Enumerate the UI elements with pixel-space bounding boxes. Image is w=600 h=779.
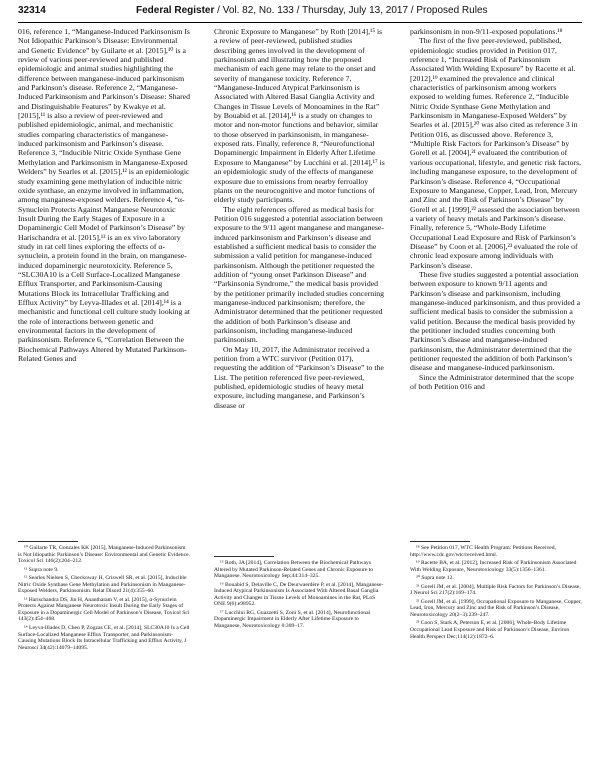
footnote: ²¹ Gorell JM, et al. [2004], Multiple Risk Factors for Parkinson’s Disease, J Neurol Sci 217(2):169–174. <box>410 583 581 597</box>
footnote: ¹⁹ Racette BA, et al. [2012], Increased Risk of Parkinsonism Associated With Welding Exposure, Neurotoxicology 33(5):1356–1361. <box>410 560 577 573</box>
issue-info: / Vol. 82, No. 133 / Thursday, July 13, 2017 / Proposed Rules <box>214 5 488 16</box>
footnote: ¹⁵ Roth, JA [2014], Correlation Between the Biochemical Pathways Altered by Mutated Parkinson-Related Genes and Chronic Exposure to Manganese. Neurotoxicology Sep;44:314–325. <box>214 560 374 580</box>
column-3 <box>410 27 582 642</box>
footnote-rule <box>410 541 470 542</box>
paragraph: The eight references offered as medical basis for Petition 016 suggested a potential association between exposure to the 9/11 agent manganese and manganese-induced parkinsonism and Parkinson’s disease and established a sufficient medical basis to consider the submission a valid petition for manganese-induced parkinsonism. Although the petitioner requested the addition of “young onset Parkinson Disease” and “Parkinsonia Syndrome,” the medical basis provided by the petitioner primarily included studies concerning manganese-induced parkinsonism; therefore, the Administrator determined that the petitioner requested the addition of both Parkinson’s disease and parkinsonism, including manganese-induced parkinsonism. <box>214 204 385 345</box>
footnote: ¹¹ Supra note 9. <box>24 566 59 573</box>
header-rule <box>18 22 582 23</box>
column-body <box>18 27 190 537</box>
paragraph: parkinsonism in non-9/11-exposed populations.¹⁸ <box>410 27 563 36</box>
footnotes <box>214 560 386 629</box>
footnote-rule <box>214 556 274 557</box>
footnotes <box>18 545 190 651</box>
footnote: ¹⁴ Leyva-Illades D, Chen P, Zogzas CE, et al. [2014], SLC30A10 Is a Cell Surface-Localized Manganese Efflux Transporter, and Parkinsonism-Causing Mutations Block Its Intracellular Trafficking and Efflux Activity, J Neurosci 34(42):14079–14095. <box>18 625 190 651</box>
page-number: 32314 <box>18 5 46 16</box>
footnote: ²³ Coon S, Stark A, Peterson E, et al. [2006], Whole-Body Lifetime Occupational Lead Exposure and Risk of Parkinson’s Disease, Environ Health Perspect Dec;114(12):1872–6. <box>410 620 570 640</box>
column-2 <box>214 27 386 631</box>
footnotes <box>410 545 582 640</box>
paragraph: Since the Administrator determined that the scope of both Petition 016 and <box>410 372 574 392</box>
footnote: ¹³ Harischandra DS, Jin H, Anantharam V, et al. [2015], α-Synuclein Protects Against Manganese Neurotoxic Insult During the Early Stages of Exposure in a Dopaminergic Cell Model of Parkinson’s Disease, Toxicol Sci 143(2):454–468. <box>18 596 190 623</box>
page-header <box>18 5 582 21</box>
paragraph: On May 10, 2017, the Administrator received a petition from a WTC survivor (Petition 017), requesting the addition of “Parkinson’s Disease” to the List. The petition referenced five peer-reviewed, published, epidemiologic studies of heavy metal exposure, including manganese, and Parkinson’s disease or <box>214 344 384 410</box>
column-body <box>214 27 386 552</box>
footnote: ²⁰ Supra note 12. <box>416 575 454 582</box>
paragraph: Chronic Exposure to Manganese” by Roth [2014],¹⁵ is a review of peer-reviewed, published studies describing genes involved in the development of parkinsonism and illustrating how the proposed mechanism of each gene may relate to the onset and severity of manganese toxicity. Reference 7, “Manganese-Induced Atypical Parkinsonism is Associated with Altered Basal Ganglia Activity and Changes in Tissue Levels of Monoamines in the Rat” by Bouabid et al. [2014],¹⁶ is a study on changes to motor and non-motor functions and behavior, similar to those observed in parkinsonism, in manganese-exposed rats. Finally, reference 8, “Neurofunctional Dopaminergic Impairment in Elderly After Lifetime Exposure to Manganese” by Lucchini et al. [2014],¹⁷ is an epidemiologic study of the effects of manganese exposure due to emissions from nearby ferroalloy plants on the neurocognitive and motor functions of elderly study participants. <box>214 27 385 205</box>
footnote: ²² Gorell JM, et al. [1999], Occupational Exposure to Manganese, Copper, Lead, Iron, Mercury and Zinc and the Risk of Parkinson’s Disease, Neurotoxicology 20(2–3):239–247. <box>410 598 582 618</box>
paragraph: These five studies suggested a potential association between exposure to known 9/11 agents and Parkinson’s disease and parkinsonism, including manganese-induced parkinsonism, and thus provided a sufficient medical basis to consider the submission a valid petition. Because the medical basis provided by the petitioner included studies concerning both Parkinson’s disease and manganese-induced parkinsonism, the Administrator determined that the petitioner requested the addition of both Parkinson’s disease and manganese-induced parkinsonism. <box>410 269 581 373</box>
footnote: ¹⁰ Guilarte TR, Gonzales KK [2015], Manganese-Induced Parkinsonism is Not Idiopathic Parkinson’s Disease: Environmental and Genetic Evidence. Toxicol Sci 146(2):204–212. <box>18 545 190 565</box>
publication-line <box>136 5 488 16</box>
footnote: ¹⁷ Lucchini RG, Guazzetti S, Zoni S, et al. [2014], Neurofunctional Dopaminergic Impairment in Elderly After Lifetime Exposure to Manganese, Neurotoxicology 0:309–17. <box>214 609 371 629</box>
publication-name: Federal Register <box>136 5 215 16</box>
footnote-rule <box>18 541 78 542</box>
footnote: ¹² Searles Nielsen S, Checkoway H, Criswell SR, et al. [2015], Inducible Nitric Oxide Synthase Gene Methylation and Parkinsonism in Manganese-Exposed Welders, Parkinsonism. Relat Disord 21(4):355–60. <box>18 575 187 595</box>
footnote: ¹⁸ See Petition 017, WTC Health Program: Petitions Received, http://www.cdc.gov/wtc/received.html. <box>410 545 556 558</box>
column-body <box>410 27 582 537</box>
column-1 <box>18 27 190 653</box>
paragraph: 016, reference 1, “Manganese-Induced Parkinsonism Is Not Idiopathic Parkinson’s Disease: Environmental and Genetic Evidence” by Guilarte et al. [2015],¹⁰ is a review of various peer-reviewed and published epidemiologic and animal studies highlighting the difference between manganese-induced parkinsonism and Parkinson’s disease. Reference 2, “Manganese-Induced Parkinsonism and Parkinson’s Disease: Shared and Distinguishable Features” by Kwakye et al. [2015],¹¹ is also a review of peer-reviewed and published epidemiologic, animal, and mechanistic studies comparing characteristics of manganese-induced parkinsonism and Parkinson’s disease. Reference 3, “Inducible Nitric Oxide Synthase Gene Methylation and Parkinsonism in Manganese-Exposed Welders” by Searles et al. [2015],¹² is an epidemiologic study examining gene methylation of inducible nitric oxide synthase, an enzyme involved in inflammation, among manganese-exposed welders. Reference 4, “α-Synuclein Protects Against Manganese Neurotoxic Insult During the Early Stages of Exposure in a Dopaminergic Cell Model of Parkinson’s Disease” by Harischandra et al. [2015],¹³ is an ex vivo laboratory study in rat cell lines exploring the effects of α-synuclein, a protein found in the brain, on manganese-induced dopaminergic neurotoxicity. Reference 5, “SLC30A10 is a Cell Surface-Localized Manganese Efflux Transporter, and Parkinsonism-Causing Mutations Block its Intracellular Trafficking and Efflux Activity” by Leyva-Illades et al. [2014],¹⁴ is a mechanistic and functional cell culture study looking at the role of interactions between genetic and environmental factors in the development of parkinsonism. Reference 6, “Correlation Between the Biochemical Pathways Altered by Mutated Parkinson-Related Genes and <box>18 27 190 364</box>
footnote: ¹⁶ Bouabid S, Delaville C, De Deurwaerdère P, et al. [2014], Manganese-Induced Atypical Parkinsonism Is Associated With Altered Basal Ganglia Activity and Changes in Tissue Levels of Monoamines in the Rat, PLoS ONE 9(6):e98952. <box>214 581 384 608</box>
paragraph: The first of the five peer-reviewed, published, epidemiologic studies provided in Petition 017, reference 1, “Increased Risk of Parkinsonism Associated With Welding Exposure” by Racette et al. [2012],¹⁹ examined the prevalence and clinical characteristics of parkinsonism among workers exposed to welding fumes. Reference 2, “Inducible Nitric Oxide Synthase Gene Methylation and Parkinsonism in Manganese-Exposed Welders” by Searles et al. [2015],²⁰ was also cited as reference 3 in Petition 016, as discussed above. Reference 3, “Multiple Risk Factors for Parkinson’s Disease” by Gorell et al. [2004],²¹ evaluated the contribution of various occupational, lifestyle, and genetic risk factors, including manganese exposure, to the development of Parkinson’s disease. Reference 4, “Occupational Exposure to Manganese, Copper, Lead, Iron, Mercury and Zinc and the Risk of Parkinson’s Disease” by Gorell et al. [1999],²² assessed the association between a variety of heavy metals and Parkinson’s disease. Finally, reference 5, “Whole-Body Lifetime Occupational Lead Exposure and Risk of Parkinson’s Disease” by Coon et al. [2006],²³ evaluated the role of chronic lead exposure among individuals with Parkinson’s disease. <box>410 36 582 270</box>
